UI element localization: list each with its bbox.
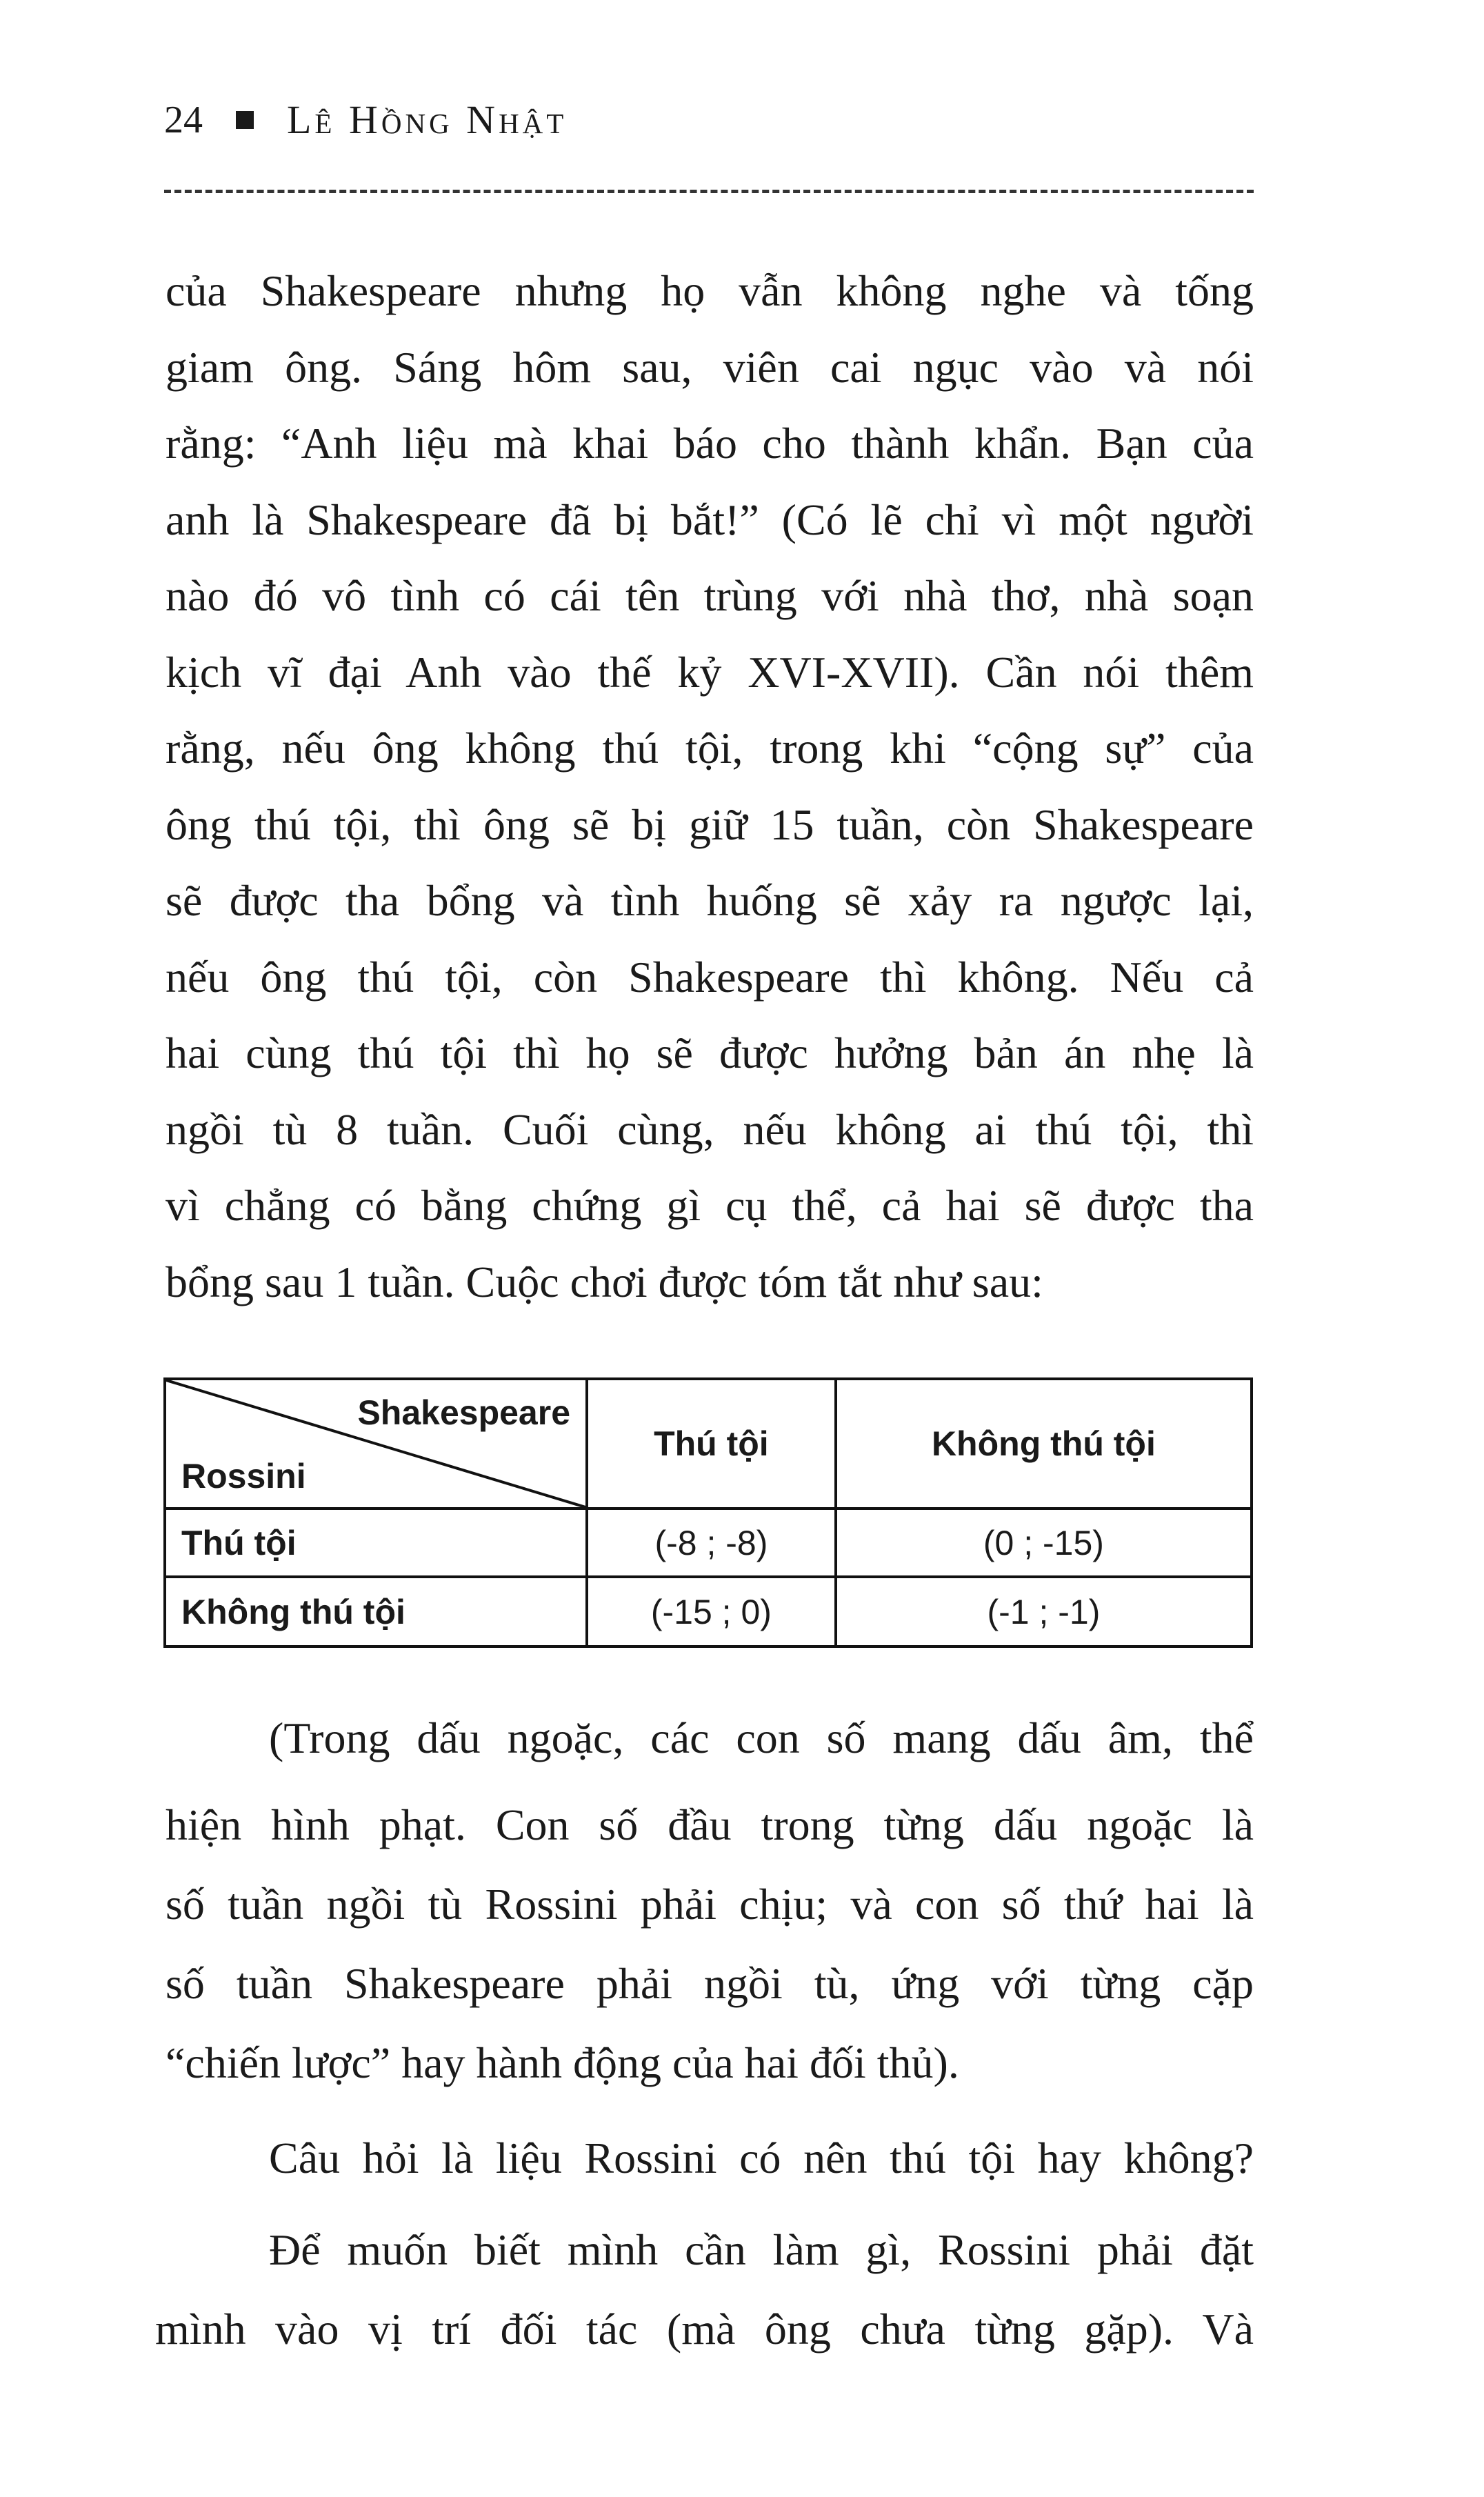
payoff-cell: (-15 ; 0): [587, 1577, 836, 1647]
column-header: Không thú tội: [836, 1379, 1252, 1509]
diagonal-header-cell: [165, 1379, 587, 1509]
payoff-matrix: [163, 1377, 1253, 1648]
body-line: giam ông. Sáng hôm sau, viên cai ngục vào và nói: [166, 343, 1254, 392]
body-line: (Trong dấu ngoặc, các con số mang dấu âm, thể: [269, 1713, 1254, 1762]
body-line: nào đó vô tình có cái tên trùng với nhà thơ, nhà soạn: [166, 571, 1254, 620]
body-line: ông thú tội, thì ông sẽ bị giữ 15 tuần, còn Shakespeare: [166, 800, 1254, 849]
body-line: của Shakespeare nhưng họ vẫn không nghe và tống: [166, 266, 1254, 315]
payoff-cell: (-8 ; -8): [587, 1509, 836, 1577]
body-line: Câu hỏi là liệu Rossini có nên thú tội hay không?: [269, 2133, 1254, 2182]
author-name: Lê Hồng Nhật: [287, 97, 568, 142]
body-line: hiện hình phạt. Con số đầu trong từng dấu ngoặc là: [166, 1800, 1254, 1849]
body-line: sẽ được tha bổng và tình huống sẽ xảy ra ngược lại,: [166, 876, 1254, 925]
page-number: 24: [164, 98, 203, 141]
body-line: số tuần Shakespeare phải ngồi tù, ứng với từng cặp: [166, 1959, 1254, 2008]
square-bullet-icon: [236, 111, 254, 129]
body-line: vì chẳng có bằng chứng gì cụ thể, cả hai sẽ được tha: [166, 1181, 1254, 1230]
body-line: anh là Shakespeare đã bị bắt!” (Có lẽ chỉ vì một người: [166, 495, 1254, 544]
row-header: Thú tội: [165, 1509, 587, 1577]
body-line: kịch vĩ đại Anh vào thế kỷ XVI-XVII). Cần nói thêm: [166, 648, 1254, 697]
payoff-cell: (0 ; -15): [836, 1509, 1252, 1577]
row-player-label: Rossini: [181, 1457, 306, 1495]
body-line: “chiến lược” hay hành động của hai đối thủ).: [166, 2038, 959, 2087]
body-line: ngồi tù 8 tuần. Cuối cùng, nếu không ai thú tội, thì: [166, 1105, 1254, 1154]
body-line: hai cùng thú tội thì họ sẽ được hưởng bản án nhẹ là: [166, 1028, 1254, 1077]
header-divider: [164, 190, 1254, 193]
body-line: rằng, nếu ông không thú tội, trong khi “cộng sự” của: [166, 724, 1254, 773]
body-line: số tuần ngồi tù Rossini phải chịu; và con số thứ hai là: [166, 1880, 1254, 1929]
body-line: Để muốn biết mình cần làm gì, Rossini phải đặt: [269, 2225, 1254, 2274]
column-header: Thú tội: [587, 1379, 836, 1509]
body-line: rằng: “Anh liệu mà khai báo cho thành khẩn. Bạn của: [166, 419, 1254, 468]
body-line: nếu ông thú tội, còn Shakespeare thì không. Nếu cả: [166, 953, 1254, 1002]
row-header: Không thú tội: [165, 1577, 587, 1647]
running-header: [164, 97, 567, 143]
body-line: bổng sau 1 tuần. Cuộc chơi được tóm tắt như sau:: [166, 1257, 1043, 1306]
payoff-cell: (-1 ; -1): [836, 1577, 1252, 1647]
column-player-label: Shakespeare: [357, 1393, 570, 1432]
body-line: mình vào vị trí đối tác (mà ông chưa từng gặp). Và: [155, 2305, 1254, 2354]
